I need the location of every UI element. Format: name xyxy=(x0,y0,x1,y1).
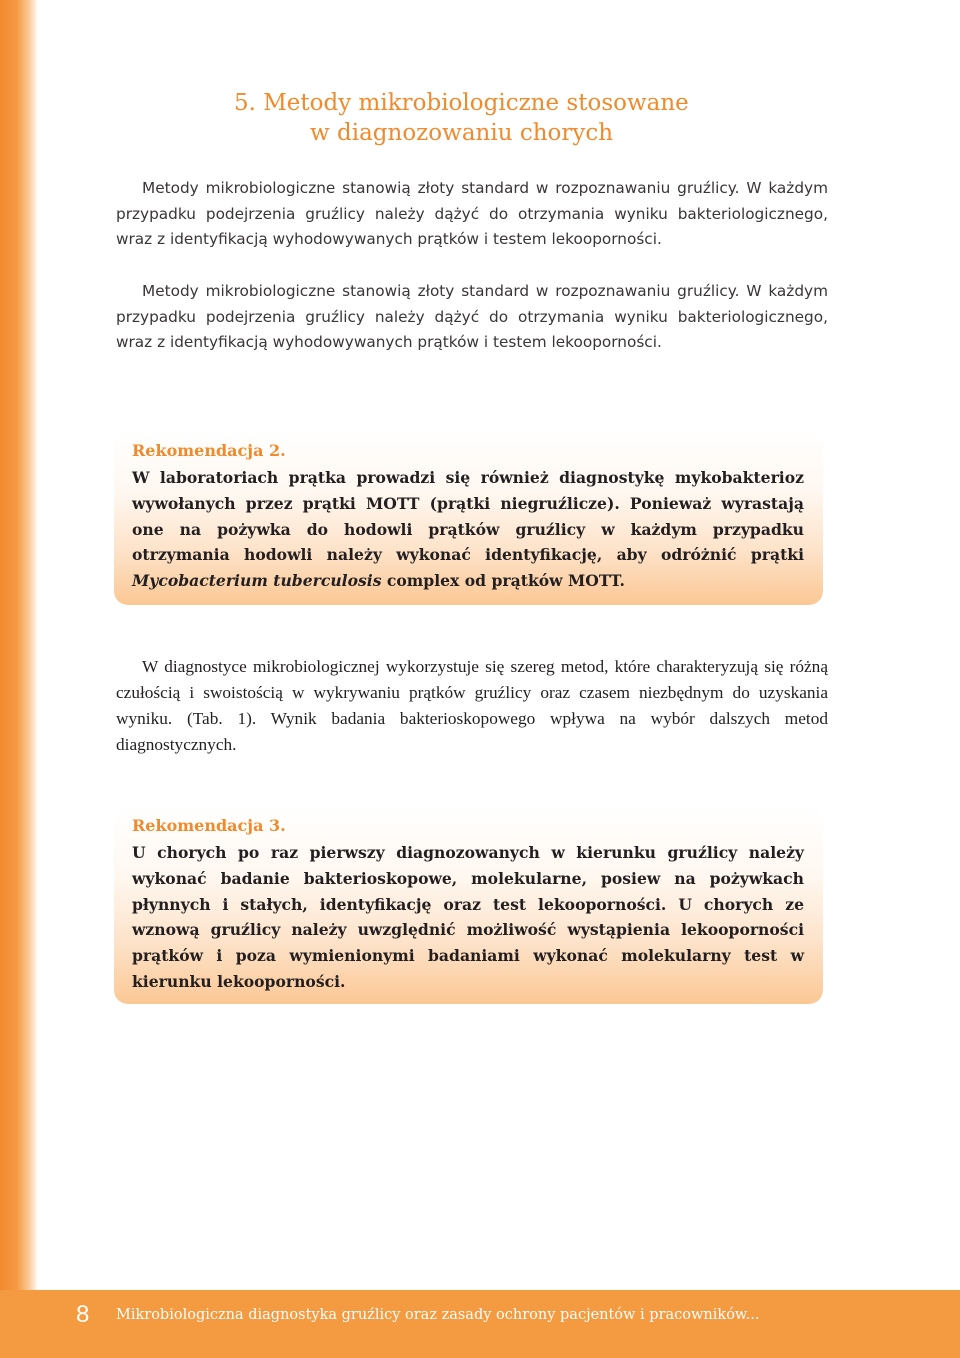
chapter-heading-line-1: 5. Metody mikrobiologiczne stosowane xyxy=(234,90,689,116)
recommendation-2-box xyxy=(114,430,823,605)
paragraph-1: Metody mikrobiologiczne stanowią złoty standard w rozpoznawaniu gruźlicy. W każdym przypadku podejrzenia gruźlicy należy dążyć do otrzymania wyniku bakteriologicznego, wraz z identyfikacją wyhodowywanych prątków i testem lekooporności. xyxy=(116,179,828,248)
recommendation-2-title: Rekomendacja 2. xyxy=(132,441,286,460)
chapter-heading-line-2: w diagnozowaniu chorych xyxy=(310,120,614,146)
recommendation-3-title: Rekomendacja 3. xyxy=(132,816,286,835)
left-decorative-bar xyxy=(0,0,38,1290)
chapter-heading xyxy=(234,88,794,148)
recommendation-3-text: U chorych po raz pierwszy diagnozowanych w kierunku gruźlicy należy wykonać badanie bakterioskopowe, molekularne, posiew na pożywkach płynnych i stałych, identyfikację oraz test lekooporności. U chorych ze wznową gruźlicy należy uwzględnić możliwość wystąpienia lekooporności prątków i poza wymienionymi badaniami wykonać molekularny test w kierunku lekooporności. xyxy=(132,843,804,991)
paragraph-2: Metody mikrobiologiczne stanowią złoty standard w rozpoznawaniu gruźlicy. W każdym przypadku podejrzenia gruźlicy należy dążyć do otrzymania wyniku bakteriologicznego, wraz z identyfikacją wyhodowywanych prątków i testem lekooporności. xyxy=(116,282,828,351)
page-number: 8 xyxy=(76,1301,90,1328)
paragraph-3: W diagnostyce mikrobiologicznej wykorzystuje się szereg metod, które charakteryzują się różną czułością i swoistością w wykrywaniu prątków gruźlicy oraz czasem niezbędnym do uzyskania wyniku. (Tab. 1). Wynik badania bakterioskopowego wpływa na wybór dalszych metod diagnostycznych. xyxy=(116,657,828,754)
recommendation-2-text-part-1: W laboratoriach prątka prowadzi się również diagnostykę mykobakterioz wywołanych przez prątki MOTT (prątki niegruźlicze). Ponieważ wyrastają one na pożywka do hodowli prątków gruźlicy w każdym przypadku otrzymania hodowli należy wykonać identyfikację, aby odróżnić prątki xyxy=(132,468,804,565)
recommendation-2-text-part-2: complex od prątków MOTT. xyxy=(381,571,625,591)
recommendation-2-text xyxy=(132,465,804,594)
recommendation-3-box xyxy=(114,806,823,1004)
recommendation-2-italic-species: Mycobacterium tuberculosis xyxy=(132,571,382,591)
footer-running-title: Mikrobiologiczna diagnostyka gruźlicy oraz zasady ochrony pacjentów i pracowników... xyxy=(116,1307,760,1323)
